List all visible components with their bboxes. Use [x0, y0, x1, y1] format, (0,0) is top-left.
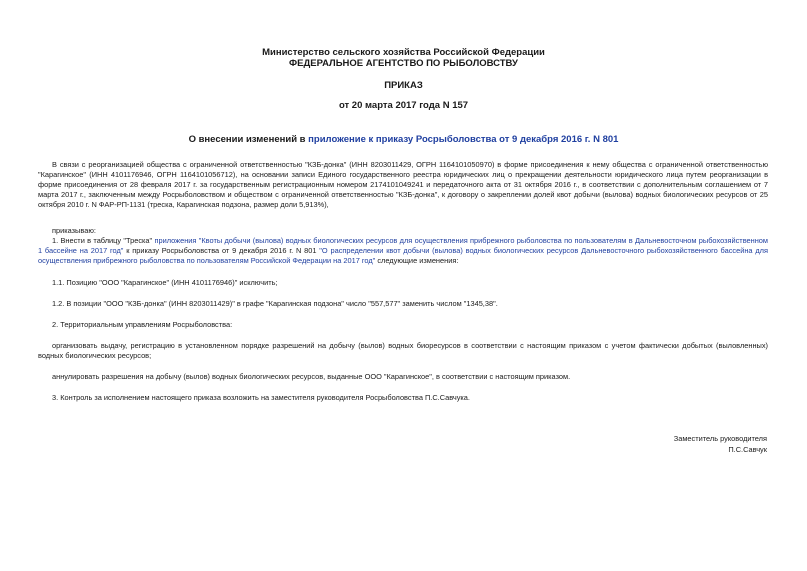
item-1-appendix-link[interactable]: приложения "Квоты добычи (вылова) водных биологических ресурсов для осуществления прибрежного рыболовства по пользователям в Дальневосточном рыбохозяйственном 1 бассейне на 2017 год" [38, 236, 769, 255]
paragraph-item-2: 2. Территориальным управлениям Росрыболовства: [52, 320, 233, 329]
doc-type-heading: ПРИКАЗ [384, 80, 423, 91]
paragraph-preamble: В связи с реорганизацией общества с ограниченной ответственностью "КЗБ-донка" (ИНН 8203011429, ОГРН 1164101050970) в форме присоединения к нему общества с ограниченной ответственностью "Карагинское" (ИНН 4101176946, ОГРН 1164101056712), на основании записи Единого государственного реестра юридических лиц о прекращении деятельности юридического лица путем реорганизации в форме присоединения от 28 февраля 2017 г. за государственным регистрационным номером 2174101049241 и передаточного акта от 31 октября 2016 г., в соответствии с дополнительным соглашением от 7 марта 2017 г., заключенным между Росрыболовством и обществом с ограниченной ответственностью "КЗБ-донка", к договору о закреплении долей квот добычи (вылова) водных биологических ресурсов от 25 октября 2010 г. N ФАР-РП-1131 (треска, Карагинская подзона, размер доли 5,913%), [38, 160, 768, 209]
item-1-mid: к приказу Росрыболовства от 9 декабря 2016 г. N 801 [123, 246, 320, 255]
ministry-heading: Министерство сельского хозяйства Российской Федерации [262, 47, 545, 58]
doc-title-link[interactable]: приложение к приказу Росрыболовства от 9 декабря 2016 г. N 801 [308, 134, 619, 145]
doc-title-prefix: О внесении изменений в [188, 134, 309, 145]
paragraph-item-3: 3. Контроль за исполнением настоящего приказа возложить на заместителя руководителя Росрыболовства П.С.Савчука. [52, 393, 470, 402]
agency-heading: ФЕДЕРАЛЬНОЕ АГЕНТСТВО ПО РЫБОЛОВСТВУ [289, 58, 518, 69]
paragraph-item-2-organize: организовать выдачу, регистрацию в установленном порядке разрешений на добычу (вылов) водных биоресурсов в соответствии с настоящим приказом с учетом фактически добытых (выловленных) водных биологических ресурсов; [38, 341, 768, 360]
paragraph-order-word: приказываю: [52, 226, 96, 235]
paragraph-item-2-annul: аннулировать разрешения на добычу (вылов) водных биологических ресурсов, выданные ООО "Карагинское", в соответствии с настоящим приказом. [52, 372, 571, 381]
paragraph-item-1-2: 1.2. В позиции "ООО "КЗБ-донка" (ИНН 8203011429)" в графе "Карагинская подзона" число "557,577" заменить числом "1345,38". [52, 299, 498, 308]
item-1-order-link[interactable]: "О распределении квот добычи (вылова) водных биологических ресурсов Дальневосточного рыбохозяйственного бассейна для осуществления прибрежного рыболовства по пользователям Российской Федерации на 2017 год" [38, 246, 768, 265]
item-1-suffix: следующие изменения: [375, 256, 459, 265]
signature-position: Заместитель руководителя [673, 434, 767, 443]
signature-name: П.С.Савчук [728, 445, 767, 454]
paragraph-item-1-1: 1.1. Позицию "ООО "Карагинское" (ИНН 4101176946)" исключить; [52, 278, 278, 287]
doc-date-number: от 20 марта 2017 года N 157 [338, 100, 469, 111]
doc-title [0, 134, 807, 145]
paragraph-item-1 [38, 236, 768, 266]
item-1-prefix: 1. Внести в таблицу "Треска" [52, 236, 155, 245]
